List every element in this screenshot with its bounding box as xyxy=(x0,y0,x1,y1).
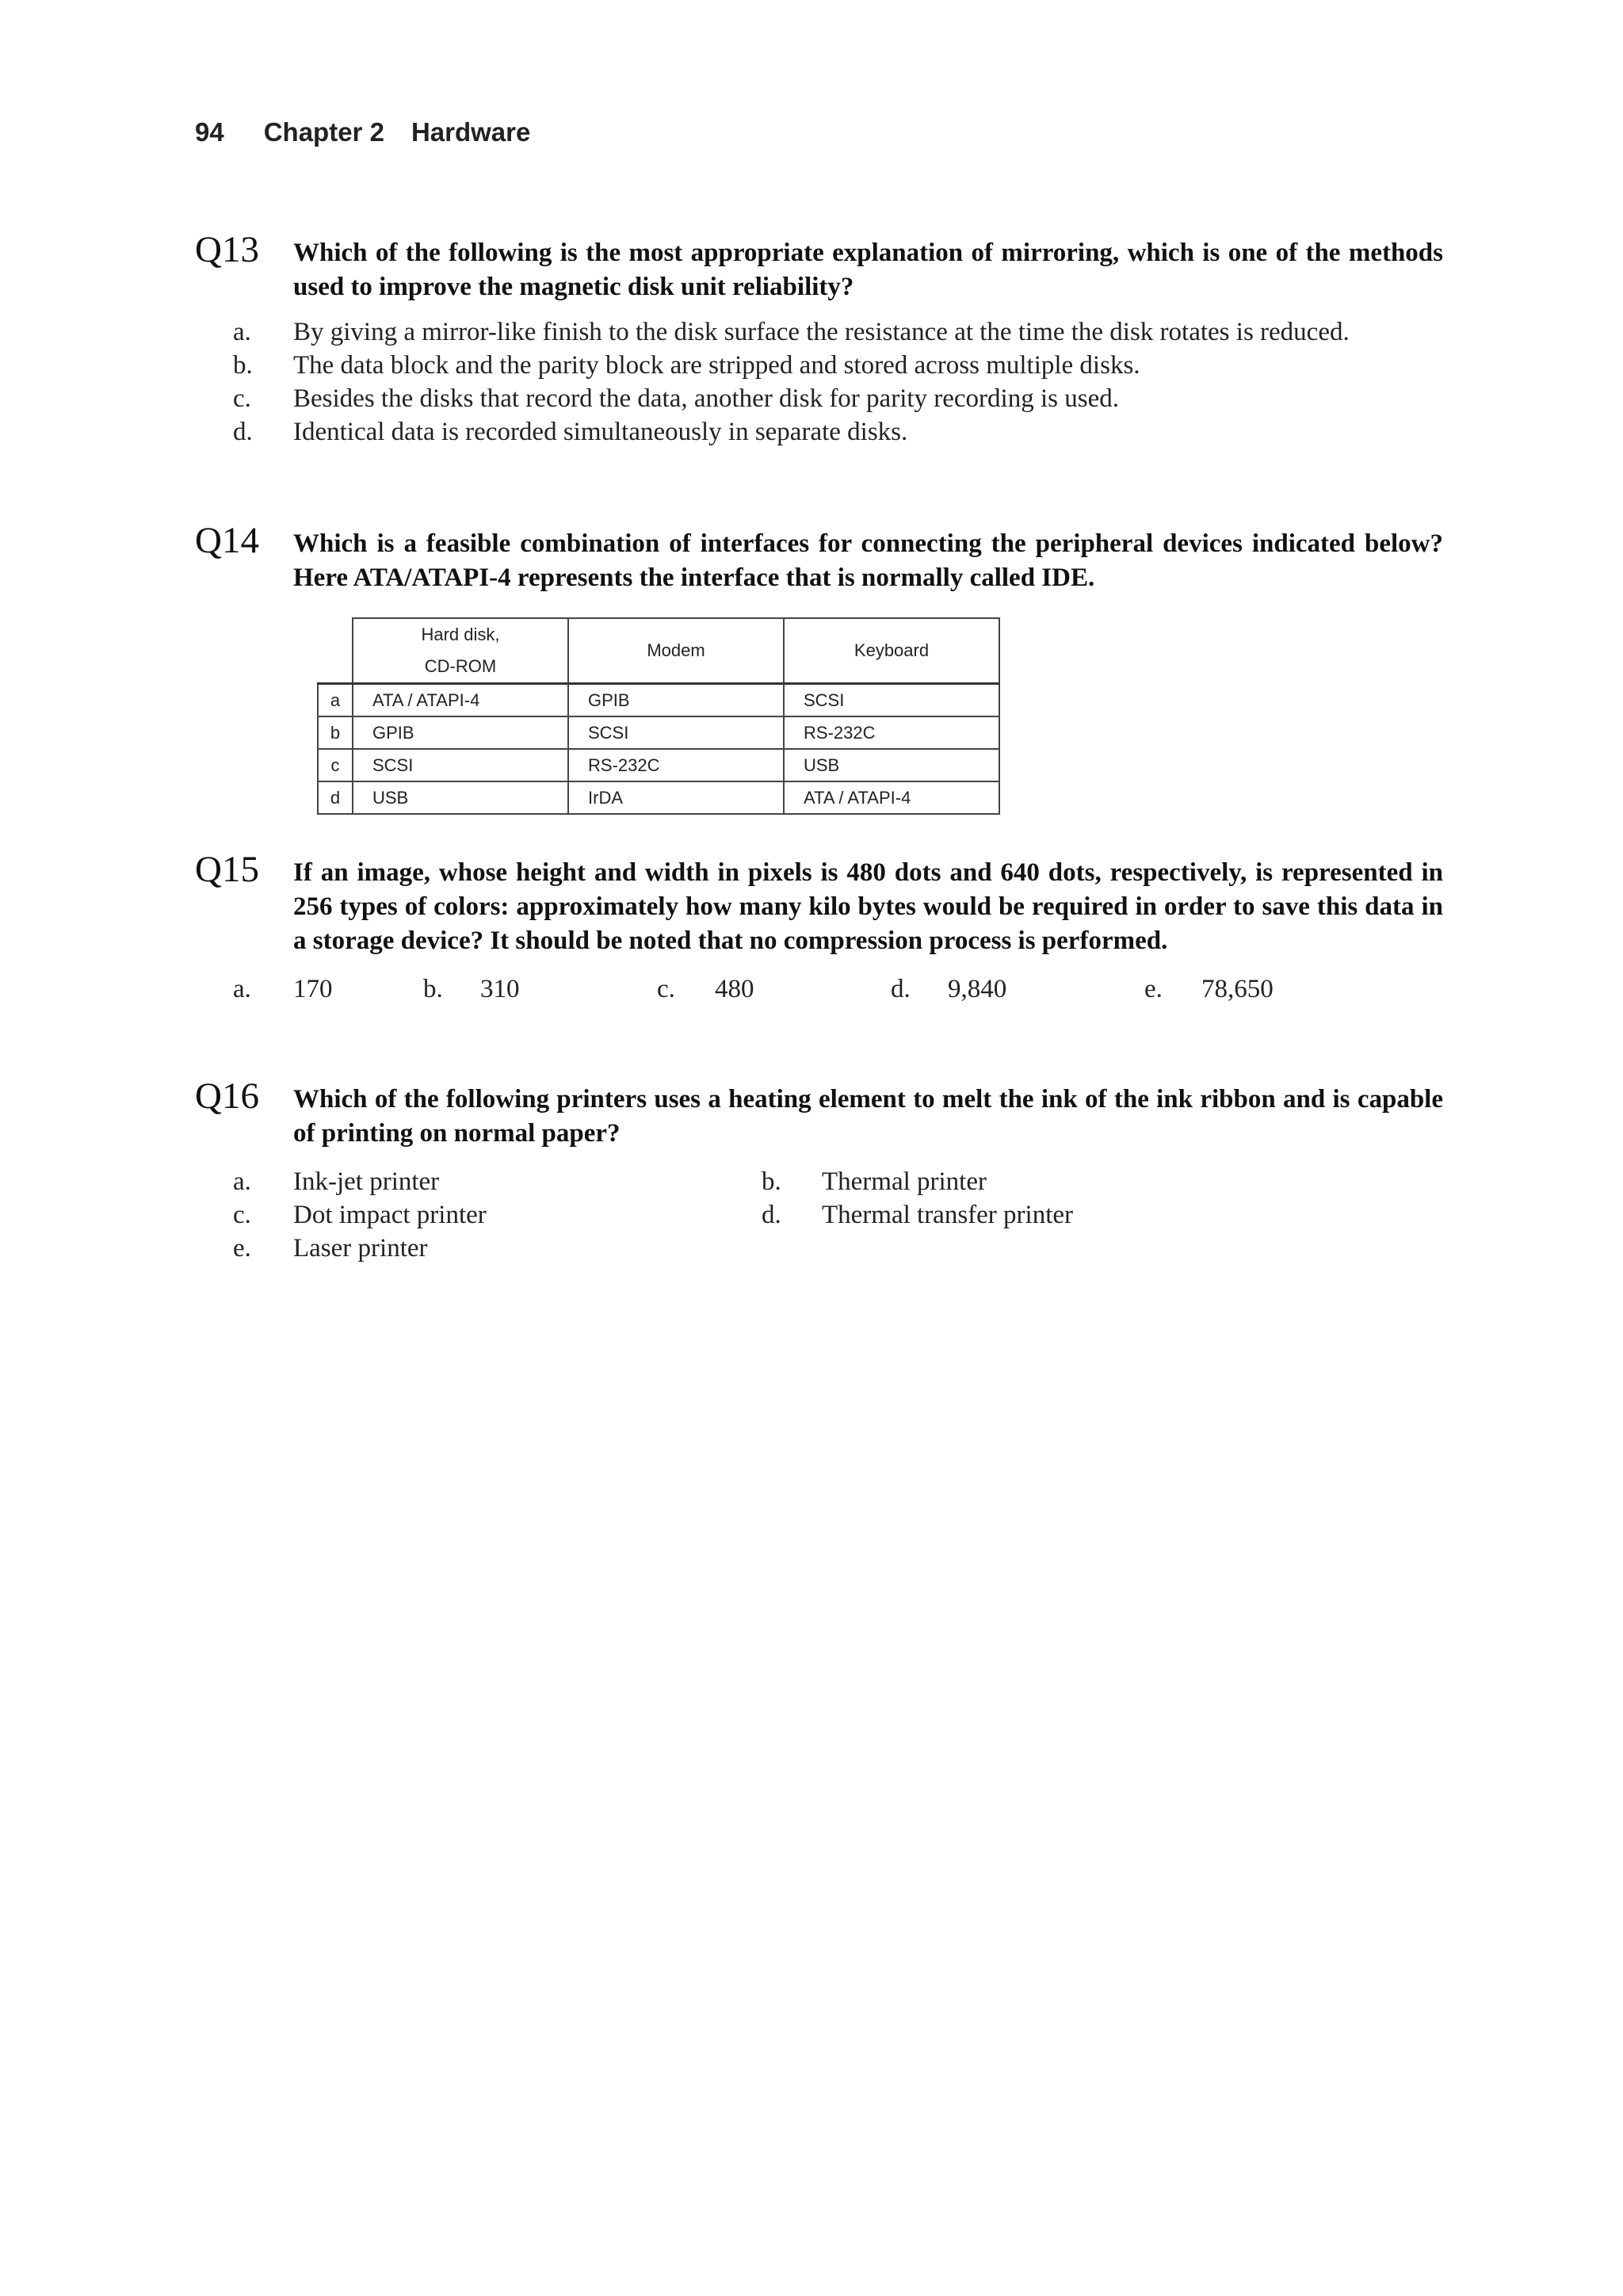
table-corner xyxy=(318,618,353,684)
choice-a xyxy=(195,315,1443,349)
choice-text: The data block and the parity block are stripped and stored across multiple disks. xyxy=(293,351,1140,380)
table-row xyxy=(318,781,999,814)
choice-a xyxy=(195,1165,762,1198)
choice-text: Dot impact printer xyxy=(293,1201,487,1229)
choice-label: e. xyxy=(1144,975,1163,1003)
choice-label: b. xyxy=(762,1167,781,1196)
table-cell: USB xyxy=(784,749,999,781)
chapter-label: Chapter 2 xyxy=(263,117,384,147)
table-row xyxy=(318,749,999,781)
choice-label: d. xyxy=(233,418,253,446)
choice-text: 170 xyxy=(293,975,333,1003)
choice-e xyxy=(195,1232,762,1265)
question-number: Q14 xyxy=(195,520,259,561)
table-cell: IrDA xyxy=(568,781,784,814)
question-16 xyxy=(195,1075,1443,1265)
choice-text: 9,840 xyxy=(948,975,1007,1003)
table-row xyxy=(318,716,999,749)
choice-list xyxy=(195,972,1443,1006)
question-stem: Which of the following printers uses a heating element to melt the ink of the ink ribbon and is capable of printing on normal paper? xyxy=(293,1085,1443,1148)
row-label: a xyxy=(318,684,353,717)
column-header-hard-disk xyxy=(353,618,568,684)
choice-text: Thermal printer xyxy=(822,1167,987,1196)
choice-label: b. xyxy=(423,975,443,1003)
question-number: Q15 xyxy=(195,849,259,890)
choice-b xyxy=(195,349,1443,382)
choice-text: Thermal transfer printer xyxy=(822,1201,1074,1229)
header-line: Hard disk, xyxy=(421,625,500,644)
row-label: c xyxy=(318,749,353,781)
table-cell: GPIB xyxy=(568,684,784,717)
row-label: b xyxy=(318,716,353,749)
question-stem: Which of the following is the most appropriate explanation of mirroring, which is one of the methods used to improve the magnetic disk unit reliability? xyxy=(293,239,1443,301)
choice-list xyxy=(195,315,1443,449)
choice-text: Laser printer xyxy=(293,1234,428,1263)
question-15 xyxy=(195,849,1443,1006)
choice-text: 78,650 xyxy=(1201,975,1274,1003)
choice-d xyxy=(891,972,1144,1006)
choice-label: a. xyxy=(233,318,251,346)
choice-label: b. xyxy=(233,351,253,380)
choice-text: Ink-jet printer xyxy=(293,1167,440,1196)
choice-d xyxy=(762,1198,1328,1232)
choice-d xyxy=(195,415,1443,449)
question-stem: Which is a feasible combination of interfaces for connecting the peripheral devices indicated below? Here ATA/ATAPI-4 represents the interface that is normally called IDE. xyxy=(293,529,1443,592)
table-cell: SCSI xyxy=(784,684,999,717)
choice-e xyxy=(1144,972,1274,1006)
choice-text: 480 xyxy=(715,975,754,1003)
choice-text: Identical data is recorded simultaneously in separate disks. xyxy=(293,418,908,446)
table-cell: USB xyxy=(353,781,568,814)
choice-label: a. xyxy=(233,1167,251,1196)
column-header-keyboard: Keyboard xyxy=(784,618,999,684)
choice-list xyxy=(195,1165,1443,1265)
table-header-row xyxy=(318,618,999,684)
table-cell: RS-232C xyxy=(784,716,999,749)
table-cell: RS-232C xyxy=(568,749,784,781)
column-header-modem: Modem xyxy=(568,618,784,684)
row-label: d xyxy=(318,781,353,814)
question-13 xyxy=(195,229,1443,449)
table-row xyxy=(318,684,999,717)
header-line: CD-ROM xyxy=(424,656,497,676)
interface-table xyxy=(317,617,1000,815)
running-header xyxy=(195,117,530,147)
table-cell: SCSI xyxy=(568,716,784,749)
choice-label: c. xyxy=(657,975,675,1003)
choice-text: By giving a mirror-like finish to the disk surface the resistance at the time the disk rotates is reduced. xyxy=(293,318,1350,346)
table-cell: SCSI xyxy=(353,749,568,781)
question-stem: If an image, whose height and width in pixels is 480 dots and 640 dots, respectively, is represented in 256 types of colors: approximately how many kilo bytes would be required in order to save this data in a storage device? It should be noted that no compression process is performed. xyxy=(293,858,1443,955)
choice-c xyxy=(195,1198,762,1232)
choice-label: a. xyxy=(233,975,251,1003)
table-cell: ATA / ATAPI-4 xyxy=(353,684,568,717)
question-14 xyxy=(195,520,1443,595)
choice-c xyxy=(657,972,891,1006)
question-number: Q16 xyxy=(195,1075,259,1117)
section-title: Hardware xyxy=(411,117,531,147)
choice-label: e. xyxy=(233,1234,251,1263)
choice-c xyxy=(195,382,1443,415)
choice-text: 310 xyxy=(480,975,520,1003)
choice-label: c. xyxy=(233,384,251,413)
choice-b xyxy=(762,1165,1328,1198)
choice-a xyxy=(195,972,423,1006)
choice-label: c. xyxy=(233,1201,251,1229)
table-cell: ATA / ATAPI-4 xyxy=(784,781,999,814)
choice-label: d. xyxy=(891,975,911,1003)
table-cell: GPIB xyxy=(353,716,568,749)
choice-label: d. xyxy=(762,1201,781,1229)
question-number: Q13 xyxy=(195,229,259,270)
page-number: 94 xyxy=(195,117,224,147)
choice-b xyxy=(423,972,657,1006)
choice-text: Besides the disks that record the data, another disk for parity recording is used. xyxy=(293,384,1119,413)
